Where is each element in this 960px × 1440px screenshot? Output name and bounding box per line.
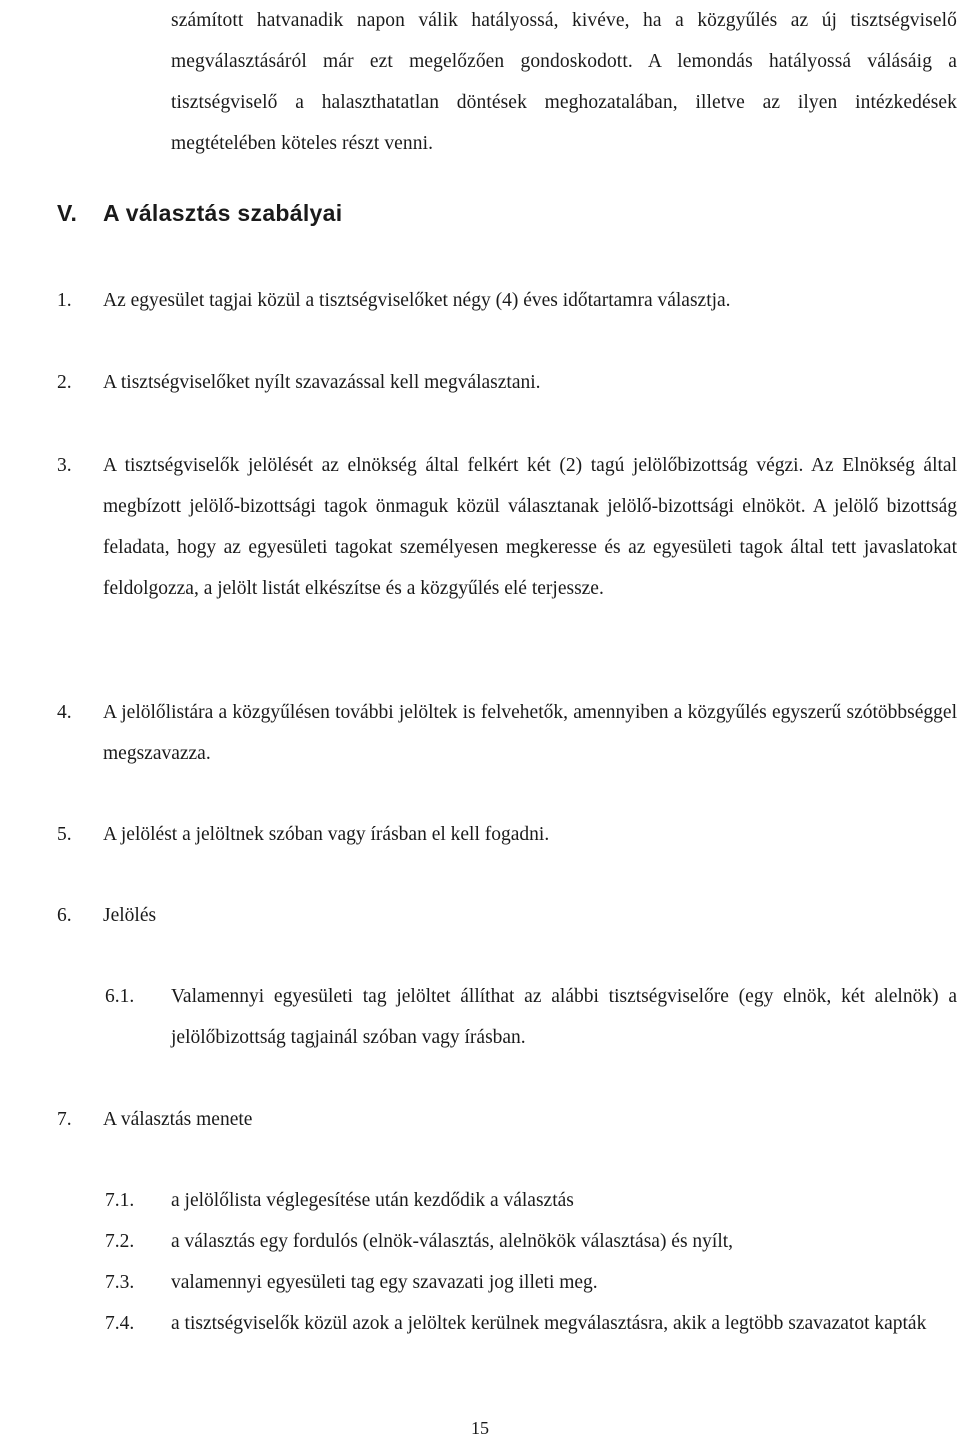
sub-item-text: Valamennyi egyesületi tag jelöltet állíthat az alábbi tisztségviselőre (egy elnök, két alelnök) a jelölőbizottság tagjainál szóban vagy írásban. — [171, 986, 957, 1048]
intro-text: számított hatvanadik napon válik hatályossá, kivéve, ha a közgyűlés az új tisztségviselő megválasztásáról már ezt megelőzően gondoskodott. A lemondás hatályossá válásáig a tisztségviselő a halaszthatatlan döntések meghozatalában, illetve az ilyen intézkedések megtételében köteles részt venni. — [171, 10, 957, 154]
section-heading — [57, 200, 342, 227]
list-item-text: A tisztségviselőket nyílt szavazással kell megválasztani. — [103, 372, 541, 393]
list-item-3 — [57, 445, 957, 609]
sub-item-7-4 — [105, 1303, 957, 1344]
list-item-4 — [57, 692, 957, 774]
sub-item-number: 7.2. — [105, 1231, 135, 1252]
list-item-number: 5. — [57, 824, 72, 845]
list-item-2 — [57, 362, 957, 403]
page-number: 15 — [471, 1418, 489, 1438]
list-item-text: A jelölőlistára a közgyűlésen további jelöltek is felvehetők, amennyiben a közgyűlés egyszerű szótöbbséggel megszavazza. — [103, 702, 957, 764]
sub-item-7-3 — [105, 1262, 957, 1303]
list-item-number: 3. — [57, 455, 72, 476]
list-item-text: A választás menete — [103, 1109, 253, 1130]
list-item-number: 7. — [57, 1109, 72, 1130]
list-item-number: 6. — [57, 905, 72, 926]
list-item-1 — [57, 280, 957, 321]
sub-item-text: a tisztségviselők közül azok a jelöltek kerülnek megválasztásra, akik a legtöbb szavazatot kapták — [171, 1313, 927, 1334]
sub-item-6-1 — [105, 976, 957, 1058]
list-item-number: 1. — [57, 290, 72, 311]
list-item-text: A jelölést a jelöltnek szóban vagy írásban el kell fogadni. — [103, 824, 550, 845]
list-item-text: Az egyesület tagjai közül a tisztségviselőket négy (4) éves időtartamra választja. — [103, 290, 731, 311]
sub-item-7-1 — [105, 1180, 957, 1221]
sub-item-text: valamennyi egyesületi tag egy szavazati jog illeti meg. — [171, 1272, 598, 1293]
list-item-number: 4. — [57, 702, 72, 723]
list-item-text: A tisztségviselők jelölését az elnökség által felkért két (2) tagú jelölőbizottság végzi. Az Elnökség által megbízott jelölő-bizottsági tagok önmaguk közül választanak jelölő-bizottsági elnököt. A jelölő bizottság feladata, hogy az egyesületi tagokat személyesen megkeresse és az egyesületi tagok által tett javaslatokat feldolgozza, a jelölt listát elkészítse és a közgyűlés elé terjessze. — [103, 455, 957, 599]
sub-item-7-2 — [105, 1221, 957, 1262]
section-title: A választás szabályai — [103, 200, 343, 226]
sub-item-number: 7.4. — [105, 1313, 135, 1334]
section-number: V. — [57, 200, 78, 226]
sub-item-number: 7.3. — [105, 1272, 135, 1293]
intro-paragraph — [171, 0, 957, 164]
list-item-6 — [57, 895, 957, 936]
list-item-5 — [57, 814, 957, 855]
list-item-text: Jelölés — [103, 905, 157, 926]
sub-item-text: a választás egy fordulós (elnök-választás, alelnökök választása) és nyílt, — [171, 1231, 734, 1252]
list-item-7 — [57, 1099, 957, 1140]
list-item-number: 2. — [57, 372, 72, 393]
sub-item-number: 6.1. — [105, 986, 135, 1007]
sub-item-text: a jelölőlista véglegesítése után kezdődik a választás — [171, 1190, 574, 1211]
sub-item-number: 7.1. — [105, 1190, 135, 1211]
